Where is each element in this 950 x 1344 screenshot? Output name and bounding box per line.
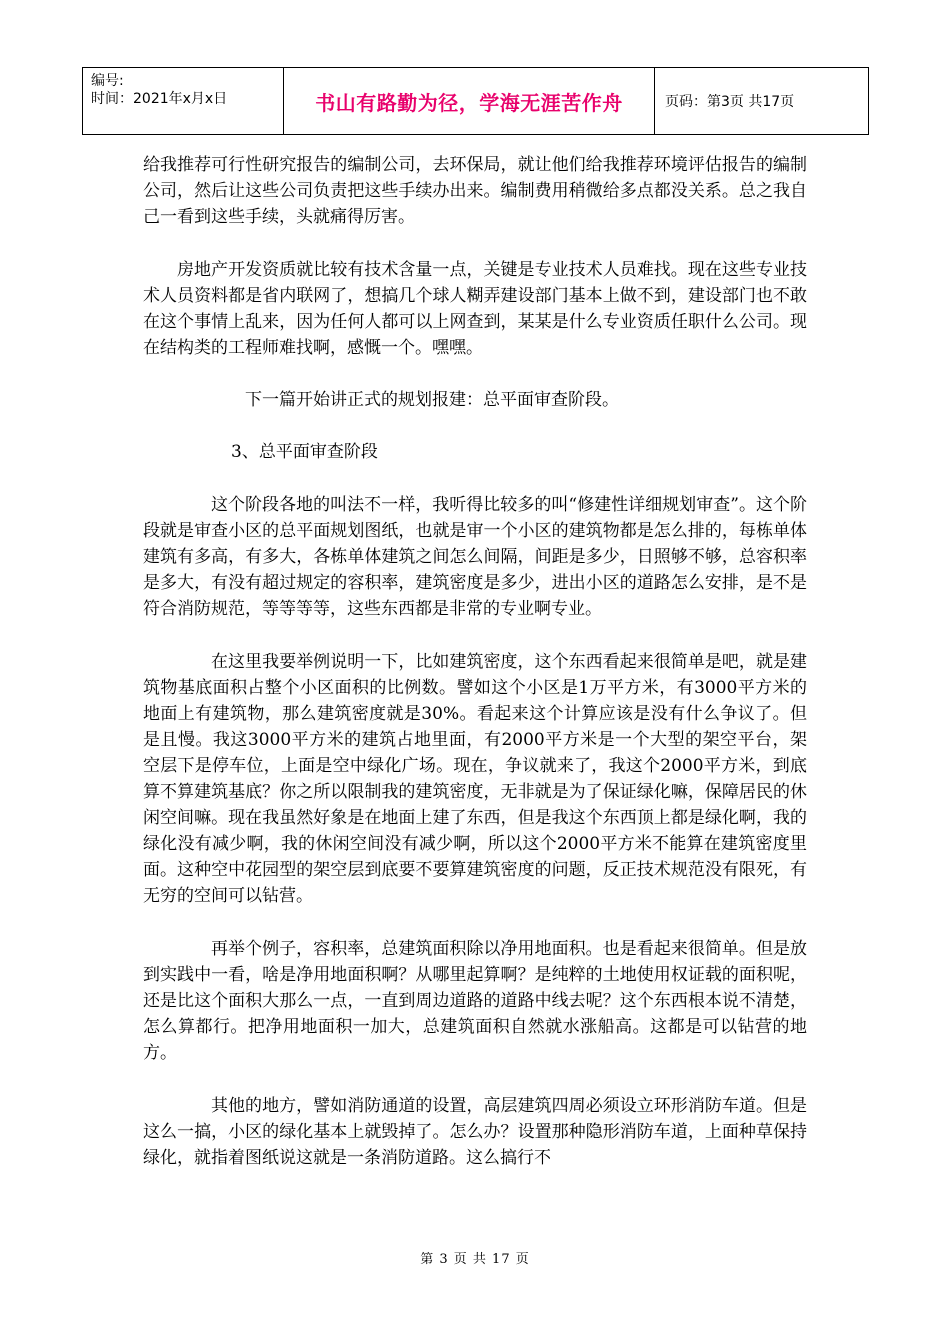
paragraph: 给我推荐可行性研究报告的编制公司，去环保局，就让他们给我推荐环境评估报告的编制公司，然后让这些公司负责把这些手续办出来。编制费用稍微给多点都没关系。总之我自己一看到这些手续，头就痛得厉害。 <box>143 155 807 227</box>
page-footer: 第 3 页 共 17 页 <box>420 1252 530 1267</box>
document-body <box>143 152 807 1171</box>
paragraph: 再举个例子，容积率，总建筑面积除以净用地面积。也是看起来很简单。但是放到实践中一看，啥是净用地面积啊？从哪里起算啊？是纯粹的土地使用权证载的面积呢，还是比这个面积大那么一点，一直到周边道路的道路中线去呢？这个东西根本说不清楚，怎么算都行。把净用地面积一加大，总建筑面积自然就水涨船高。这都是可以钻营的地方。 <box>143 939 807 1063</box>
header-page-info: 页码：第3页 共17页 <box>665 94 795 110</box>
document-date-label: 时间：2021年x月x日 <box>91 91 228 107</box>
paragraph: 其他的地方，譬如消防通道的设置，高层建筑四周必须设立环形消防车道。但是这么一搞，小区的绿化基本上就毁掉了。怎么办？设置那种隐形消防车道，上面种草保持绿化，就指着图纸说这就是一条消防道路。这么搞行不 <box>143 1096 807 1168</box>
header-table <box>82 67 869 135</box>
paragraph: 房地产开发资质就比较有技术含量一点，关键是专业技术人员难找。现在这些专业技术人员资料都是省内联网了，想搞几个球人糊弄建设部门基本上做不到，建设部门也不敢在这个事情上乱来，因为任何人都可以上网查到，某某是什么专业资质任职什么公司。现在结构类的工程师难找啊，感慨一个。嘿嘿。 <box>143 260 807 358</box>
section-heading: 3、总平面审查阶段 <box>231 442 378 462</box>
header-motto: 书山有路勤为径，学海无涯苦作舟 <box>284 68 655 134</box>
next-article-note: 下一篇开始讲正式的规划报建：总平面审查阶段。 <box>245 390 619 410</box>
paragraph: 在这里我要举例说明一下，比如建筑密度，这个东西看起来很简单是吧，就是建筑物基底面积占整个小区面积的比例数。譬如这个小区是1万平方米，有3000平方米的地面上有建筑物，那么建筑密度就是30%。看起来这个计算应该是没有什么争议了。但是且慢。我这3000平方米的建筑占地里面，有2000平方米是一个大型的架空平台，架空层下是停车位，上面是空中绿化广场。现在，争议就来了，我这个2000平方米，到底算不算建筑基底？你之所以限制我的建筑密度，无非就是为了保证绿化嘛，保障居民的休闲空间嘛。现在我虽然好象是在地面上建了东西，但是我这个东西顶上都是绿化啊，我的绿化没有减少啊，我的休闲空间没有减少啊，所以这个2000平方米不能算在建筑密度里面。这种空中花园型的架空层到底要不要算建筑密度的问题，反正技术规范没有限死，有无穷的空间可以钻营。 <box>143 652 807 906</box>
document-number-label: 编号: <box>91 73 124 89</box>
header-meta <box>83 68 284 134</box>
paragraph: 这个阶段各地的叫法不一样，我听得比较多的叫“修建性详细规划审查”。这个阶段就是审查小区的总平面规划图纸，也就是审一个小区的建筑物都是怎么排的，每栋单体建筑有多高，有多大，各栋单体建筑之间怎么间隔，间距是多少，日照够不够，总容积率是多大，有没有超过规定的容积率，建筑密度是多少，进出小区的道路怎么安排，是不是符合消防规范，等等等等，这些东西都是非常的专业啊专业。 <box>143 495 807 619</box>
